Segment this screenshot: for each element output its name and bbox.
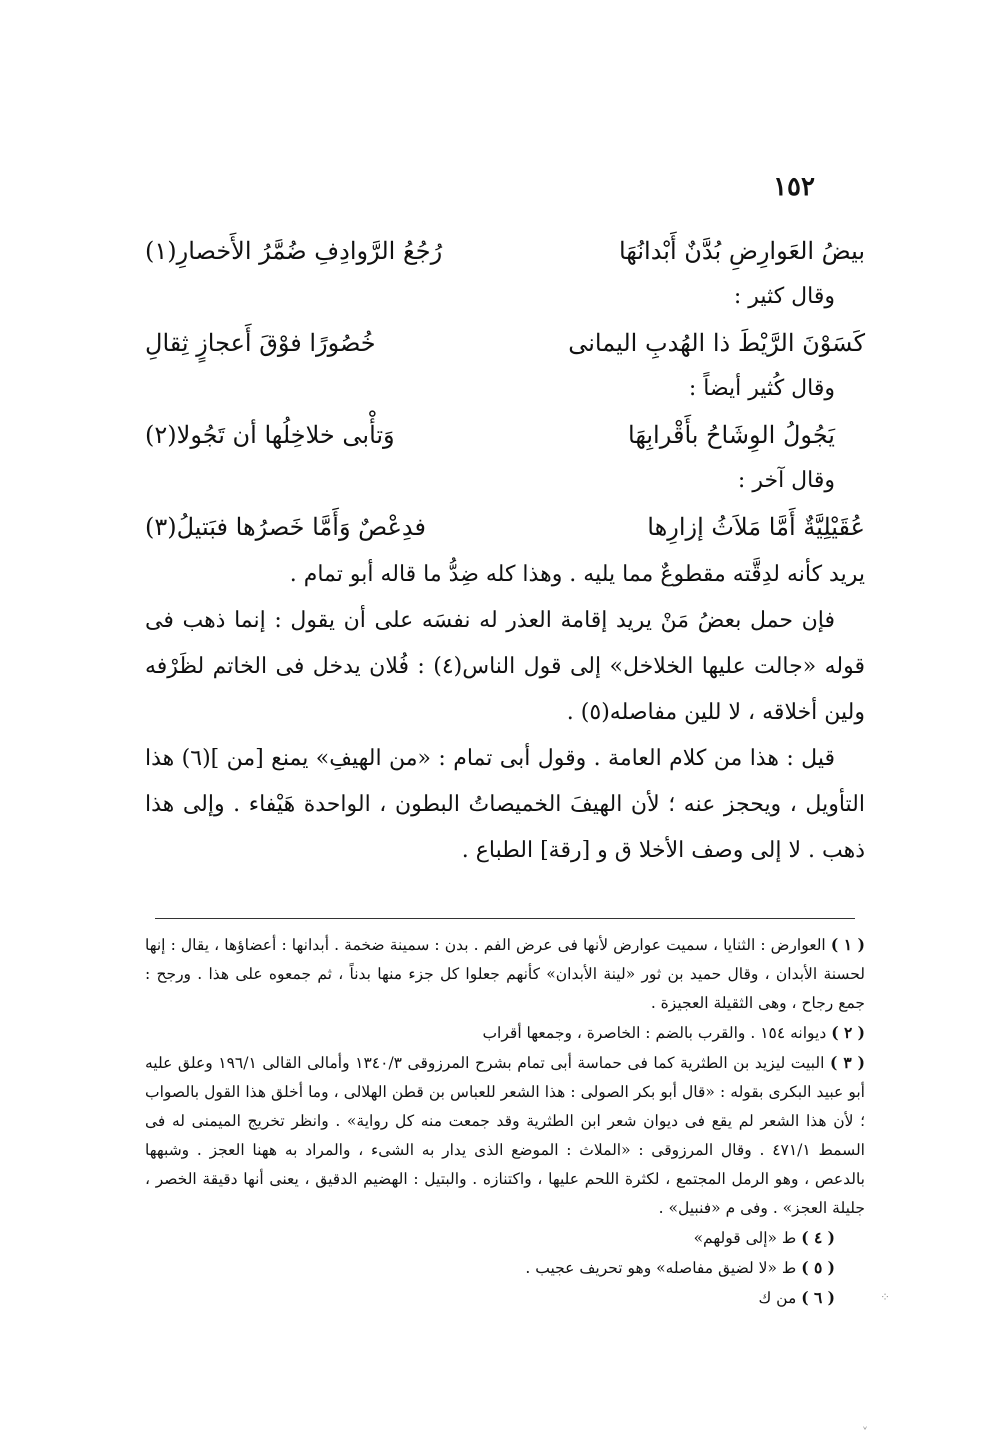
footnote-number: ( ٣ )	[829, 1053, 865, 1072]
footnotes	[145, 930, 865, 1313]
footnote-number: ( ١ )	[830, 935, 865, 954]
footnote-6	[145, 1283, 865, 1313]
verse-3-intro: وقال كُثير أيضاً :	[688, 376, 835, 401]
footnote-text: العوارض : الثنايا ، سميت عوارض لأنها فى عرض الفم . بدن : سمينة ضخمة . أبدانها : أعضاؤها ، يقال : إنها لحسنة الأبدان ، وقال حميد بن ثور «لينة الأبدان» كأنهم جعلوا كل جزء منها بدناً ، ثم جمعوه على هذا . ورجح : جمع رجاح ، وهى الثقيلة العجيزة .	[145, 936, 865, 1012]
prose-paragraph-1: يريد كأنه لدِقَّته مقطوعٌ مما يليه . وهذا كله ضِدُّ ما قاله أبو تمام .	[289, 562, 865, 587]
footnote-1	[145, 930, 865, 1018]
verse-2-intro: وقال كثير :	[733, 284, 835, 309]
page-number: ١٥٢	[773, 172, 815, 202]
footnote-text: من ك	[758, 1289, 797, 1307]
footnote-text: البيت ليزيد بن الطثرية كما فى حماسة أبى تمام بشرح المرزوقى ١٣٤٠/٣ وأمالى القالى ١٩٦/١ وعلق عليه أبو عبيد البكرى بقوله : «قال أبو بكر الصولى : هذا الشعر للعباس بن قطن الهلالى ، وما أخلق هذا القول بالصواب ؛ لأن هذا الشعر لم يقع فى ديوان شعر ابن الطثرية وقد جمعت منه كل رواية» . وانظر تخريج الميمنى له فى السمط ٤٧١/١ . وقال المرزوقى : «الملاث : الموضع الذى يدار به الشىء ، والمراد به ههنا العجز . وشبهها بالدعص ، وهو الرمل المجتمع ، لكثرة اللحم عليها ، واكتنازه . والبتيل : الهضيم الدقيق ، يعنى أنها دقيقة الخصر ، جليلة العجز» . وفى م «فنبيل» .	[145, 1054, 865, 1217]
verse-1	[145, 226, 865, 276]
verse-1-second-hemistich: رُجُعُ الرَّوادِفِ ضُمَّرُ الأَخصارِ(١)	[145, 237, 443, 265]
verse-3-second-hemistich: وَتأْبى خلاخِلُها أن تَجُولا(٢)	[145, 421, 395, 449]
verse-2-second-hemistich: خُصُورًا فوْقَ أَعجازٍ ثِقالِ	[145, 329, 376, 357]
verse-4	[145, 502, 865, 552]
footnote-2	[145, 1018, 865, 1048]
scan-speck: ⁘	[880, 1290, 891, 1304]
verse-3-first-hemistich: يَجُولُ الوِشَاحُ بأَقْرابِهَا	[628, 421, 835, 449]
prose-paragraph-3: قيل : هذا من كلام العامة . وقول أبى تمام : «من الهيفِ» يمنع [من ](٦) هذا التأويل ، ويحجز عنه ؛ لأن الهيفَ الخميصاتُ البطون ، الواحدة هَيْفاء . وإلى هذا ذهب . لا إلى وصف الأخلا ق و [رقة] الطباع .	[145, 746, 865, 863]
footnote-5	[145, 1253, 865, 1283]
prose-paragraph-2: فإن حمل بعضُ مَنْ يريد إقامة العذر له نفسَه على أن يقول : إنما ذهب فى قوله «جالت عليها الخلاخل» إلى قول الناس(٤) : فُلان يدخل فى الخاتم لظَرْفه ولين أخلاقه ، لا للين مفاصله(٥) .	[145, 608, 865, 725]
footnote-text: ط «إلى قولهم»	[693, 1229, 797, 1247]
footnote-text: ط «لا لضيق مفاصله» وهو تحريف عجيب .	[525, 1259, 797, 1277]
footnote-number: ( ٢ )	[831, 1023, 865, 1042]
footnote-text: ديوانه ١٥٤ . والقرب بالضم : الخاصرة ، وجمعها أقراب	[482, 1024, 827, 1042]
footnote-number: ( ٦ )	[801, 1288, 835, 1307]
verse-4-intro: وقال آخر :	[737, 468, 835, 493]
footnote-number: ( ٥ )	[801, 1258, 835, 1277]
verse-4-first-hemistich: عُقَيْلِيَّةٌ أَمَّا مَلاَثُ إزارِها	[647, 513, 865, 541]
footnote-4	[145, 1223, 865, 1253]
verse-1-first-hemistich: بيضُ العَوارِضِ بُدَّنٌ أَبْدانُهَا	[618, 237, 865, 265]
verse-2	[145, 318, 865, 368]
verse-2-first-hemistich: كَسَوْنَ الرَّيْطَ ذا الهُدبِ اليمانى	[568, 329, 865, 357]
main-text	[145, 226, 865, 874]
scan-speck: ˬ	[862, 1415, 868, 1429]
verse-4-second-hemistich: فدِعْصٌ وَأَمَّا خَصرُها فبَتيلُ(٣)	[145, 513, 426, 541]
footnote-3	[145, 1048, 865, 1223]
verse-3	[145, 410, 865, 460]
footnote-number: ( ٤ )	[801, 1228, 835, 1247]
footnote-separator	[155, 918, 855, 919]
